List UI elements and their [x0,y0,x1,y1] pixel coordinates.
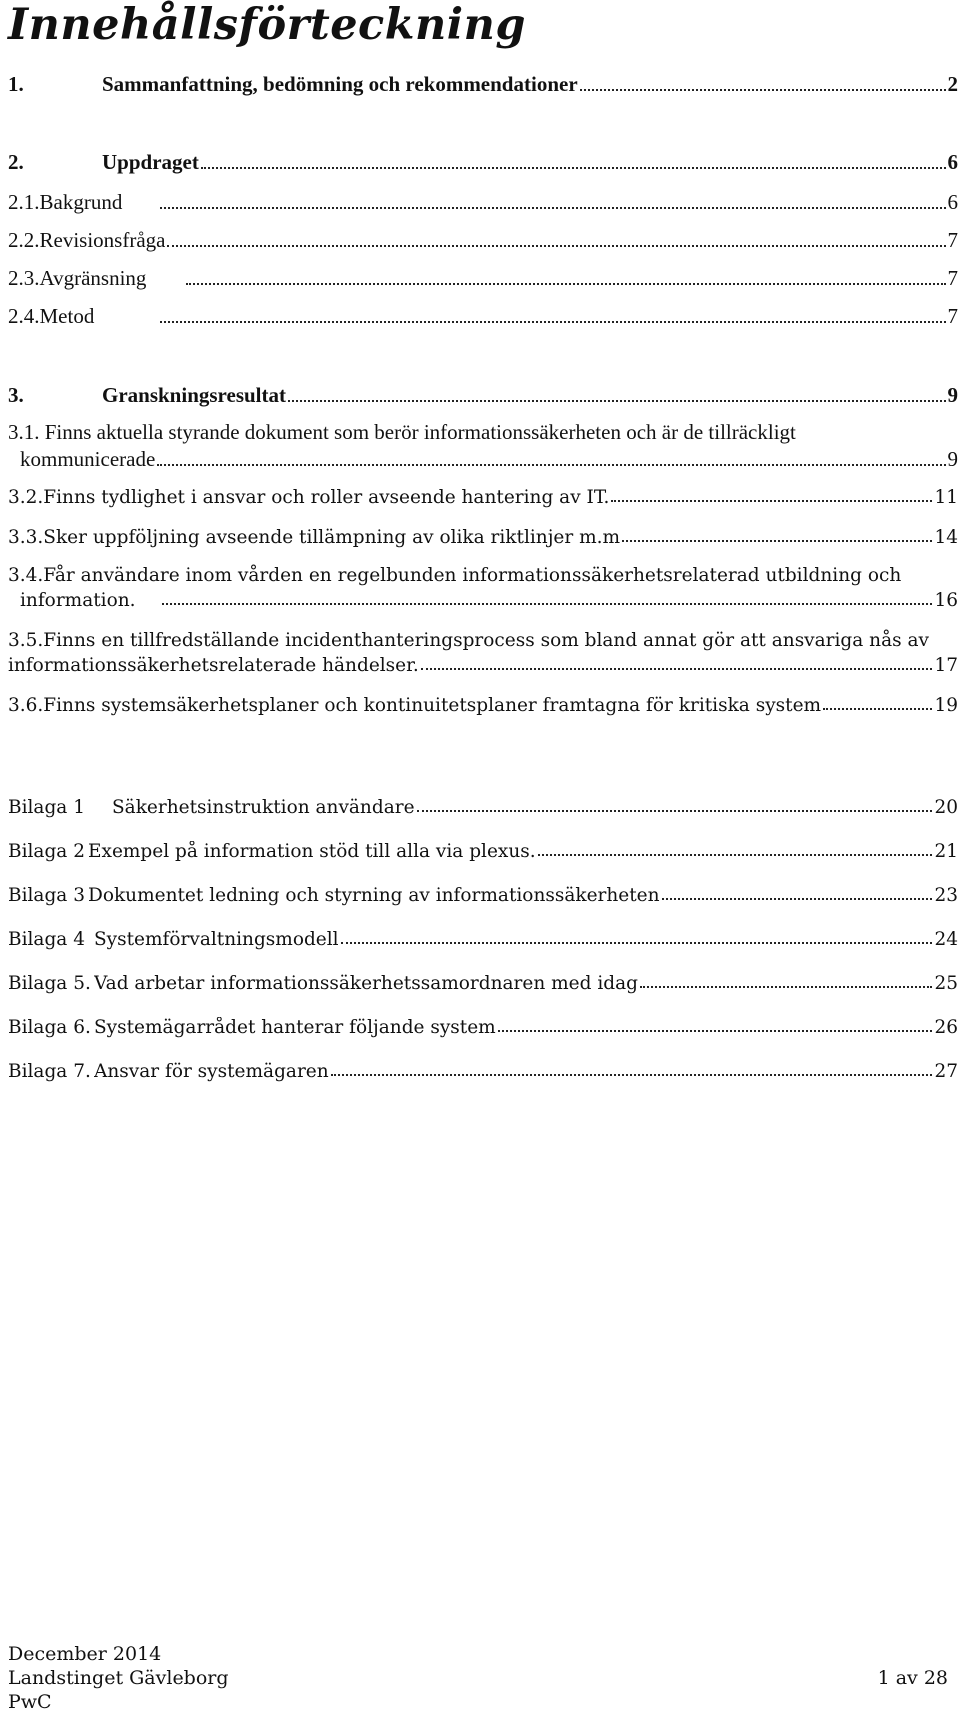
appendix-entry-5[interactable] [8,973,958,994]
toc-text: 2.1.Bakgrund [8,190,123,214]
toc-text: Granskningsresultat [102,383,286,407]
toc-number: 2. [8,150,24,174]
toc-text: Sammanfattning, bedömning och rekommendationer [102,72,578,96]
appendix-entry-4[interactable] [8,929,958,950]
footer-org: Landstinget Gävleborg [8,1667,229,1689]
toc-leader [662,897,933,900]
toc-page: 16 [934,590,958,611]
toc-entry-2-3[interactable] [8,266,958,291]
appendix-entry-1[interactable] [8,797,958,818]
toc-entry-3-2[interactable] [8,487,958,508]
appendix-text: Dokumentet ledning och styrning av informationssäkerheten [88,885,660,906]
appendix-entry-6[interactable] [8,1017,958,1038]
appendix-page: 21 [934,841,958,862]
toc-text: information. [20,590,136,611]
appendix-text: Systemförvaltningsmodell [94,929,339,950]
toc-leader [622,539,932,542]
toc-leader [640,985,932,988]
toc-entry-3-4[interactable] [20,590,958,611]
appendix-text: Vad arbetar informationssäkerhetssamordnaren med idag [94,973,638,994]
appendix-page: 27 [934,1061,958,1082]
appendix-text: Exempel på information stöd till alla via plexus. [88,841,536,862]
toc-page: 6 [947,190,958,214]
footer-date: December 2014 [8,1643,162,1665]
toc-leader [538,853,933,856]
toc-leader [498,1029,933,1032]
appendix-entry-7[interactable] [8,1061,958,1082]
footer-company: PwC [8,1691,52,1713]
toc-text: 3.6.Finns systemsäkerhetsplaner och kontinuitetsplaner framtagna för kritiska system [8,695,822,716]
toc-leader [201,166,946,169]
toc-leader [157,463,945,466]
appendix-label: Bilaga 2 [8,841,85,862]
toc-entry-3-5[interactable] [8,655,958,676]
toc-page: 7 [947,266,958,290]
toc-entry-2[interactable] [8,150,958,175]
toc-page: 7 [947,304,958,328]
toc-page: 19 [934,695,958,716]
appendix-label: Bilaga 3 [8,885,85,906]
toc-leader [611,499,932,502]
toc-entry-2-4[interactable] [8,304,958,329]
toc-leader [417,809,933,812]
appendix-text: Säkerhetsinstruktion användare [112,797,415,818]
toc-leader [421,667,933,670]
toc-leader [160,206,946,209]
toc-entry-2-2[interactable] [8,228,958,253]
appendix-page: 26 [934,1017,958,1038]
toc-page: 2 [947,72,958,96]
appendix-label: Bilaga 1 [8,797,85,818]
toc-leader [186,282,946,285]
appendix-page: 24 [934,929,958,950]
toc-leader [162,602,932,605]
toc-text: kommunicerade [20,447,156,471]
toc-leader [288,399,946,402]
toc-entry-3-5-line1[interactable]: 3.5.Finns en tillfredställande incidenthanteringsprocess som bland annat gör att ansvariga nås av [8,630,929,651]
toc-entry-3-1-line1[interactable]: 3.1. Finns aktuella styrande dokument som berör informationssäkerheten och är de tillräckligt [8,420,796,444]
appendix-page: 25 [934,973,958,994]
appendix-entry-2[interactable] [8,841,958,862]
toc-leader [331,1073,933,1076]
toc-text: 2.3.Avgränsning [8,266,147,290]
appendix-label: Bilaga 6. [8,1017,91,1038]
toc-leader [167,244,945,247]
toc-entry-3-4-line1[interactable]: 3.4.Får användare inom vården en regelbunden informationssäkerhetsrelaterad utbildning och [8,565,902,586]
footer-page-number: 1 av 28 [877,1667,948,1689]
toc-number: 3. [8,383,24,407]
toc-leader [341,941,933,944]
appendix-page: 23 [934,885,958,906]
toc-text: 2.2.Revisionsfråga [8,228,166,252]
toc-page: 17 [934,655,958,676]
appendix-entry-3[interactable] [8,885,958,906]
toc-entry-3-3[interactable] [8,527,958,548]
toc-entry-3[interactable] [8,383,958,408]
footer-org-row [8,1666,958,1690]
toc-page: 7 [947,228,958,252]
appendix-text: Ansvar för systemägaren [94,1061,329,1082]
toc-entry-2-1[interactable] [8,190,958,215]
toc-page: 9 [947,383,958,407]
toc-page: 14 [934,527,958,548]
appendix-label: Bilaga 7. [8,1061,91,1082]
toc-leader [160,320,946,323]
toc-text: informationssäkerhetsrelaterade händelser. [8,655,419,676]
toc-page: 9 [947,447,958,471]
toc-entry-1[interactable] [8,72,958,97]
toc-text: Uppdraget [102,150,199,174]
toc-entry-3-1[interactable] [20,447,958,472]
appendix-label: Bilaga 5. [8,973,91,994]
toc-page: 11 [934,487,958,508]
toc-text: 2.4.Metod [8,304,95,328]
toc-text: 3.3.Sker uppföljning avseende tillämpning av olika riktlinjer m.m [8,527,621,548]
toc-entry-3-6[interactable] [8,695,958,716]
toc-text: 3.2.Finns tydlighet i ansvar och roller avseende hantering av IT. [8,487,610,508]
appendix-page: 20 [934,797,958,818]
toc-leader [823,707,932,710]
appendix-text: Systemägarrådet hanterar följande system [94,1017,496,1038]
toc-leader [580,88,946,91]
toc-page: 6 [947,150,958,174]
page-title: Innehållsförteckning [8,0,526,50]
toc-number: 1. [8,72,24,96]
appendix-label: Bilaga 4 [8,929,85,950]
